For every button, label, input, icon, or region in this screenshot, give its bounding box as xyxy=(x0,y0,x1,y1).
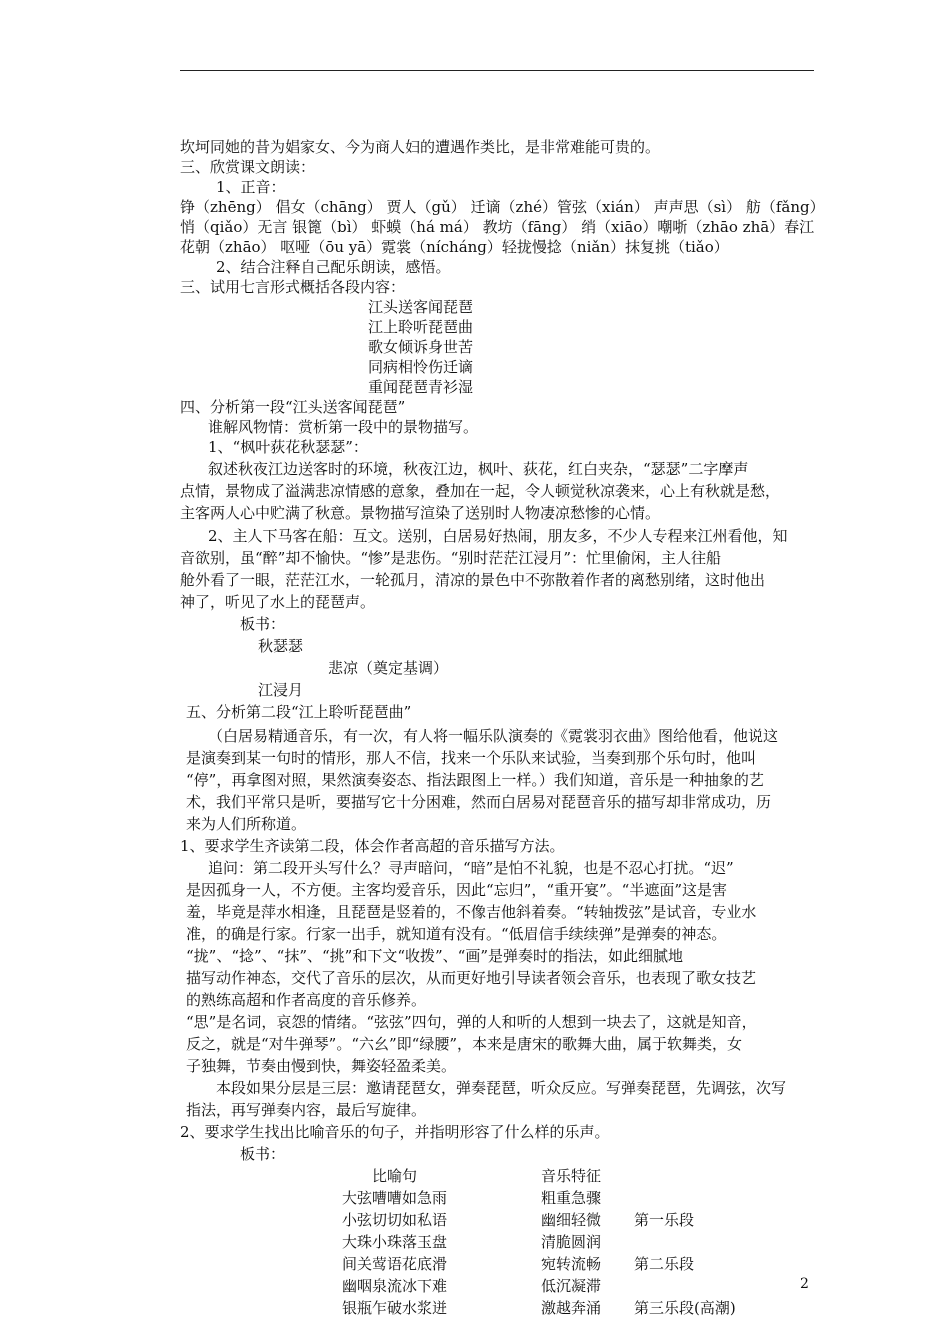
text-line: 2、要求学生找出比喻音乐的句子，并指明形容了什么样的乐声。 xyxy=(180,1123,610,1141)
text-line: 追问：第二段开头写什么？寻声暗问，“暗”是怕不礼貌，也是不忍心打扰。“迟” xyxy=(208,859,734,877)
text-line: 1、正音： xyxy=(216,178,286,196)
text-line: 舱外看了一眼，茫茫江水，一轮孤月，清凉的景色中不弥散着作者的离愁别绪，这时他出 xyxy=(180,571,766,589)
text-line: 2、结合注释自己配乐朗读，感悟。 xyxy=(216,258,451,276)
text-line: 叙述秋夜江边送客时的环境，秋夜江边，枫叶、荻花，红白夹杂，“瑟瑟”二字摩声 xyxy=(208,460,749,478)
text-line: 神了，听见了水上的琵琶声。 xyxy=(180,593,376,611)
text-line: 悲凉（奠定基调） xyxy=(328,659,449,677)
board-cell-feature: 音乐特征 xyxy=(541,1167,602,1185)
board-cell-simile: 幽咽泉流冰下难 xyxy=(342,1277,448,1295)
board-cell-simile: 大弦嘈嘈如急雨 xyxy=(342,1189,448,1207)
text-line: 反之，就是“对牛弹琴”。“六幺”即“绿腰”，本来是唐宋的歌舞大曲，属于软舞类，女 xyxy=(186,1035,743,1053)
board-cell-section: 第一乐段 xyxy=(634,1211,695,1229)
text-line: 三、试用七言形式概括各段内容： xyxy=(180,278,406,296)
board-cell-feature: 激越奔涌 xyxy=(541,1299,602,1317)
text-line: 主客两人心中贮满了秋意。景物描写渲染了送别时人物凄凉愁惨的心情。 xyxy=(180,504,661,522)
text-line: 江上聆听琵琶曲 xyxy=(368,318,474,336)
text-line: 五、分析第二段“江上聆听琵琶曲” xyxy=(186,703,412,721)
text-line: 1、“枫叶荻花秋瑟瑟”： xyxy=(208,438,368,456)
text-line: 铮（zhēng） 倡女（chāng） 贾人（gǔ） 迁谪（zhé）管弦（xián） 声声思（sì） 舫（fǎng） xyxy=(180,198,825,216)
text-line: 板书： xyxy=(240,1145,286,1163)
text-line: 来为人们所称道。 xyxy=(186,815,307,833)
board-cell-feature: 低沉凝滞 xyxy=(541,1277,602,1295)
board-cell-feature: 幽细轻微 xyxy=(541,1211,602,1229)
text-line: 点情，景物成了溢满悲凉情感的意象，叠加在一起，令人顿觉秋凉袭来，心上有秋就是愁， xyxy=(180,482,781,500)
text-line: “停”，再拿图对照，果然演奏姿态、指法跟图上一样。）我们知道，音乐是一种抽象的艺 xyxy=(186,771,764,789)
board-cell-feature: 清脆圆润 xyxy=(541,1233,602,1251)
board-cell-simile: 银瓶乍破水浆迸 xyxy=(342,1299,448,1317)
text-line: 悄（qiǎo）无言 银篦（bì） 虾蟆（há má） 教坊（fāng） 绡（xiāo）嘲哳（zhāo zhā）春江 xyxy=(180,218,815,236)
text-line: 术，我们平常只是听，要描写它十分困难，然而白居易对琵琶音乐的描写却非常成功，历 xyxy=(186,793,772,811)
text-line: 音欲别，虽“醉”却不愉快。“惨”是悲伤。“别时茫茫江浸月”：忙里偷闲，主人往船 xyxy=(180,549,722,567)
text-line: 同病相怜伤迁谪 xyxy=(368,358,474,376)
text-line: 的熟练高超和作者高度的音乐修养。 xyxy=(186,991,427,1009)
board-cell-simile: 间关莺语花底滑 xyxy=(342,1255,448,1273)
text-line: 羞，毕竟是萍水相逢，且琵琶是竖着的，不像吉他斜着奏。“转轴拨弦”是试音，专业水 xyxy=(186,903,757,921)
text-line: （白居易精通音乐，有一次，有人将一幅乐队演奏的《霓裳羽衣曲》图给他看，他说这 xyxy=(208,727,779,745)
board-cell-feature: 宛转流畅 xyxy=(541,1255,602,1273)
board-cell-section: 第三乐段(高潮) xyxy=(634,1299,736,1317)
text-line: “思”是名词，哀怨的情绪。“弦弦”四句，弹的人和听的人想到一块去了，这就是知音， xyxy=(186,1013,757,1031)
board-cell-simile: 比喻句 xyxy=(372,1167,418,1185)
text-line: 子独舞，节奏由慢到快，舞姿轻盈柔美。 xyxy=(186,1057,457,1075)
text-line: 歌女倾诉身世苦 xyxy=(368,338,474,356)
board-cell-simile: 大珠小珠落玉盘 xyxy=(342,1233,448,1251)
text-line: 本段如果分层是三层：邀请琵琶女，弹奏琵琶，听众反应。写弹奏琵琶，先调弦，次写 xyxy=(216,1079,787,1097)
text-line: 重闻琵琶青衫湿 xyxy=(368,378,474,396)
text-line: 2、主人下马客在船：互文。送别，白居易好热闹，朋友多，不少人专程来江州看他，知 xyxy=(208,527,788,545)
text-line: 1、要求学生齐读第二段，体会作者高超的音乐描写方法。 xyxy=(180,837,565,855)
text-line: 是演奏到某一句时的情形，那人不信，找来一个乐队来试验，当奏到那个乐句时，他叫 xyxy=(186,749,757,767)
text-line: 板书： xyxy=(240,615,286,633)
text-line: 准，的确是行家。行家一出手，就知道有没有。“低眉信手续续弹”是弹奏的神态。 xyxy=(186,925,727,943)
text-line: 坎坷同她的昔为娼家女、今为商人妇的遭遇作类比，是非常难能可贵的。 xyxy=(180,138,661,156)
text-line: 谁解风物情：赏析第一段中的景物描写。 xyxy=(208,418,479,436)
board-cell-feature: 粗重急骤 xyxy=(541,1189,602,1207)
page-number: 2 xyxy=(800,1276,809,1292)
text-line: 花朝（zhāo） 呕哑（ōu yā）霓裳（níchánɡ）轻拢慢捻（niǎn）抹复挑（tiǎo） xyxy=(180,238,729,256)
board-cell-section: 第二乐段 xyxy=(634,1255,695,1273)
header-rule xyxy=(180,70,814,71)
text-line: 指法，再写弹奏内容，最后写旋律。 xyxy=(186,1101,427,1119)
text-line: 江浸月 xyxy=(258,681,304,699)
text-line: 描写动作神态，交代了音乐的层次，从而更好地引导读者领会音乐，也表现了歌女技艺 xyxy=(186,969,757,987)
text-line: 是因孤身一人，不方便。主客均爱音乐，因此“忘归”，“重开宴”。“半遮面”这是害 xyxy=(186,881,728,899)
text-line: 三、欣赏课文朗读： xyxy=(180,158,316,176)
text-line: 四、分析第一段“江头送客闻琵琶” xyxy=(180,398,406,416)
text-line: 江头送客闻琵琶 xyxy=(368,298,474,316)
text-line: 秋瑟瑟 xyxy=(258,637,304,655)
text-line: “拢”、“捻”、“抹”、“挑”和下文“收拨”、“画”是弹奏时的指法，如此细腻地 xyxy=(186,947,684,965)
board-cell-simile: 小弦切切如私语 xyxy=(342,1211,448,1229)
